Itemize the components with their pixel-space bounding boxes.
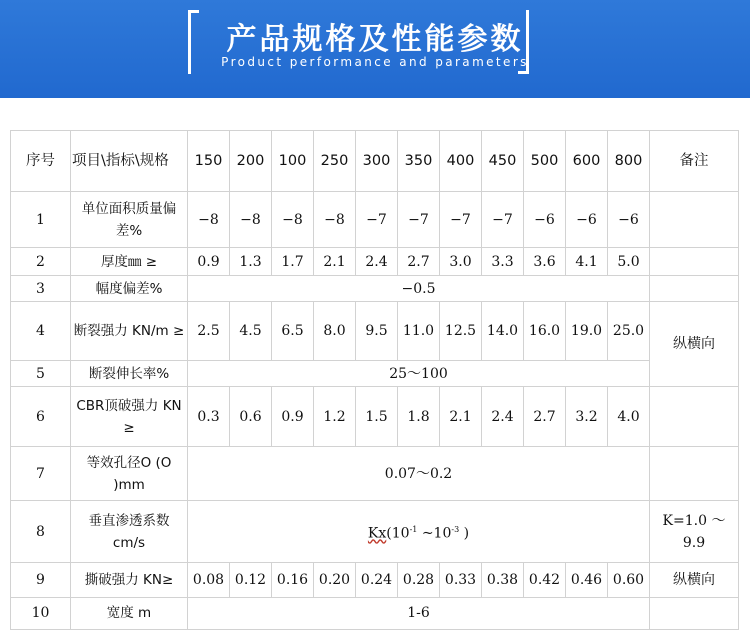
row-value: 2.5 <box>188 301 230 360</box>
row-value: 4.0 <box>608 386 650 446</box>
row-item: 撕破强力 KN≥ <box>71 563 188 597</box>
table-row <box>11 361 739 387</box>
row-item: 单位面积质量偏差% <box>71 192 188 248</box>
row-number: 9 <box>11 563 71 597</box>
row-value: 8.0 <box>314 301 356 360</box>
row-value: 3.3 <box>482 248 524 276</box>
table-row <box>11 192 739 248</box>
header-spec: 150 <box>188 131 230 192</box>
table-header-row <box>11 131 739 192</box>
row-value: 0.33 <box>440 563 482 597</box>
header-spec: 600 <box>566 131 608 192</box>
table-row <box>11 597 739 629</box>
header-remark: 备注 <box>650 131 739 192</box>
row-merged-value: 1-6 <box>188 597 650 629</box>
row-item: 断裂伸长率% <box>71 361 188 387</box>
row-value: 0.16 <box>272 563 314 597</box>
row-value: 2.4 <box>482 386 524 446</box>
banner-subtitle: Product performance and parameters <box>221 55 529 69</box>
row-item: 厚度㎜ ≥ <box>71 248 188 276</box>
row-value: 9.5 <box>356 301 398 360</box>
row-remark: 纵横向 <box>650 301 739 386</box>
row-remark: 纵横向 <box>650 563 739 597</box>
row-number: 1 <box>11 192 71 248</box>
table-row <box>11 563 739 597</box>
row-value: 2.1 <box>440 386 482 446</box>
header-spec: 250 <box>314 131 356 192</box>
row-remark: K=1.0 ～ 9.9 <box>650 500 739 562</box>
row-merged-value: $Kx(10^{-1}$ $\sim 10^{-3}$ ) <box>188 500 650 562</box>
row-number: 4 <box>11 301 71 360</box>
row-value: −8 <box>314 192 356 248</box>
header-item: 项目\指标\规格 <box>71 131 188 192</box>
row-value: 19.0 <box>566 301 608 360</box>
row-remark <box>650 386 739 446</box>
row-value: −7 <box>440 192 482 248</box>
row-value: −8 <box>188 192 230 248</box>
row-value: 0.3 <box>188 386 230 446</box>
row-item: 幅度偏差% <box>71 276 188 302</box>
row-value: 0.24 <box>356 563 398 597</box>
row-value: 25.0 <box>608 301 650 360</box>
row-item: 宽度 m <box>71 597 188 629</box>
header-spec: 200 <box>230 131 272 192</box>
row-item: 垂直渗透系数 cm/s <box>71 500 188 562</box>
row-value: −7 <box>356 192 398 248</box>
row-value: 0.38 <box>482 563 524 597</box>
row-value: −6 <box>608 192 650 248</box>
header-spec: 450 <box>482 131 524 192</box>
row-value: −7 <box>482 192 524 248</box>
row-value: 2.4 <box>356 248 398 276</box>
row-value: 2.1 <box>314 248 356 276</box>
row-number: 2 <box>11 248 71 276</box>
table-row <box>11 301 739 360</box>
header-spec: 500 <box>524 131 566 192</box>
row-number: 10 <box>11 597 71 629</box>
row-value: 14.0 <box>482 301 524 360</box>
row-number: 8 <box>11 500 71 562</box>
row-remark <box>650 192 739 248</box>
range-end: ) <box>463 525 470 542</box>
row-number: 7 <box>11 447 71 501</box>
header-banner <box>0 0 750 98</box>
row-value: 3.2 <box>566 386 608 446</box>
header-spec: 400 <box>440 131 482 192</box>
row-value: −6 <box>524 192 566 248</box>
row-value: 6.5 <box>272 301 314 360</box>
row-value: 0.08 <box>188 563 230 597</box>
row-value: 0.20 <box>314 563 356 597</box>
row-item: 等效孔径O (O )mm <box>71 447 188 501</box>
row-value: 16.0 <box>524 301 566 360</box>
exponent: -1 <box>409 524 418 534</box>
row-value: 1.7 <box>272 248 314 276</box>
header-spec: 300 <box>356 131 398 192</box>
table-row <box>11 500 739 562</box>
row-remark <box>650 447 739 501</box>
row-value: 1.5 <box>356 386 398 446</box>
header-no: 序号 <box>11 131 71 192</box>
row-merged-value: −0.5 <box>188 276 650 302</box>
table-row <box>11 386 739 446</box>
row-value: 11.0 <box>398 301 440 360</box>
row-item: 断裂强力 KN/m ≥ <box>71 301 188 360</box>
row-remark <box>650 248 739 276</box>
row-remark <box>650 276 739 302</box>
row-value: 0.12 <box>230 563 272 597</box>
row-value: −6 <box>566 192 608 248</box>
row-merged-value: 25～100 <box>188 361 650 387</box>
row-value: 4.5 <box>230 301 272 360</box>
row-value: 0.9 <box>272 386 314 446</box>
row-number: 3 <box>11 276 71 302</box>
header-spec: 350 <box>398 131 440 192</box>
row-value: 3.6 <box>524 248 566 276</box>
row-item: CBR顶破强力 KN ≥ <box>71 386 188 446</box>
header-spec: 100 <box>272 131 314 192</box>
row-remark <box>650 597 739 629</box>
row-value: 0.46 <box>566 563 608 597</box>
table-row <box>11 276 739 302</box>
row-value: 1.2 <box>314 386 356 446</box>
range-mid: ~10 <box>421 525 452 542</box>
row-value: −8 <box>230 192 272 248</box>
row-value: 2.7 <box>524 386 566 446</box>
exponent: -3 <box>451 524 460 534</box>
banner-title: 产品规格及性能参数 <box>226 22 524 57</box>
row-value: 1.3 <box>230 248 272 276</box>
table-row <box>11 248 739 276</box>
header-spec: 800 <box>608 131 650 192</box>
row-value: 0.9 <box>188 248 230 276</box>
kx-label: Kx <box>367 525 387 542</box>
row-value: −7 <box>398 192 440 248</box>
row-number: 5 <box>11 361 71 387</box>
row-value: 3.0 <box>440 248 482 276</box>
row-value: 2.7 <box>398 248 440 276</box>
row-value: 12.5 <box>440 301 482 360</box>
row-value: 0.60 <box>608 563 650 597</box>
row-value: −8 <box>272 192 314 248</box>
row-number: 6 <box>11 386 71 446</box>
table-row <box>11 447 739 501</box>
row-value: 5.0 <box>608 248 650 276</box>
row-value: 0.6 <box>230 386 272 446</box>
row-value: 0.28 <box>398 563 440 597</box>
spec-table <box>10 130 739 630</box>
row-value: 1.8 <box>398 386 440 446</box>
row-value: 4.1 <box>566 248 608 276</box>
row-merged-value: 0.07～0.2 <box>188 447 650 501</box>
row-value: 0.42 <box>524 563 566 597</box>
